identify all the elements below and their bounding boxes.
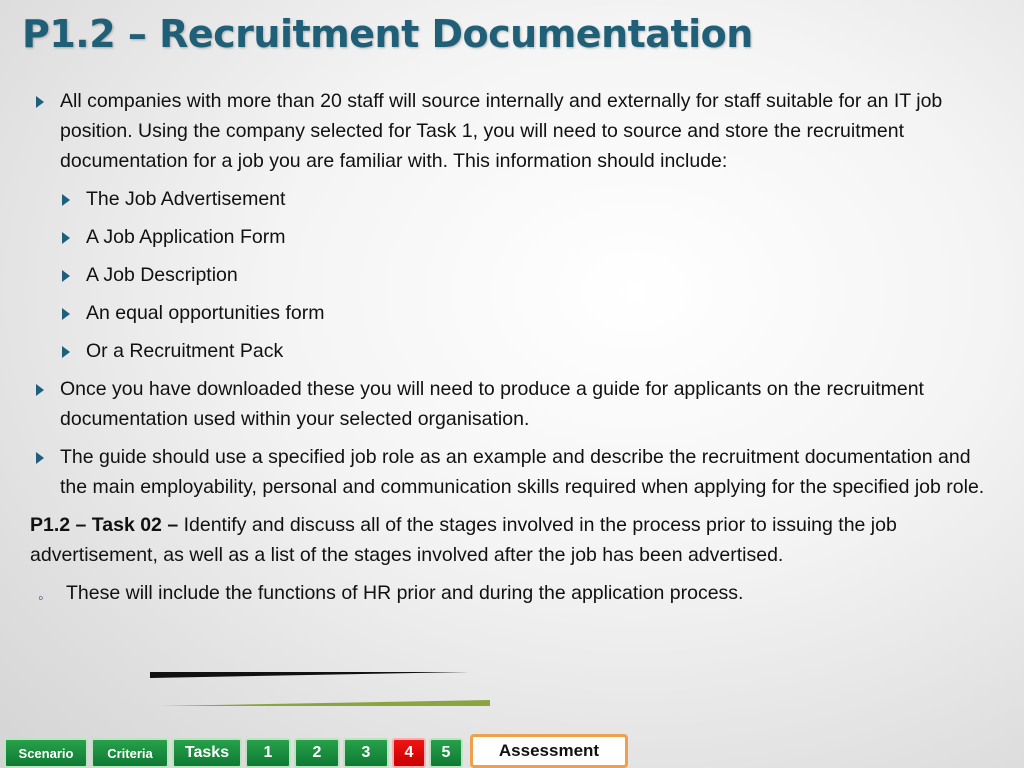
nav-task-1-button[interactable]: 1 <box>245 738 291 768</box>
bullet-guide <box>30 442 998 502</box>
nav-task-2-button[interactable]: 2 <box>294 738 340 768</box>
sub-bullet-text: The Job Advertisement <box>86 188 286 210</box>
bullet-intro <box>30 86 998 176</box>
slide-navigation <box>4 736 628 768</box>
sub-bullet <box>30 336 998 366</box>
sub-bullet-text: A Job Description <box>86 264 238 286</box>
arrow-bullet-icon <box>62 194 70 206</box>
bullet-once <box>30 374 998 434</box>
task-text: Identify and discuss all of the stages involved in the process prior to issuing the job advertisement, as well as a list of the stages involved after the job has been advertised. <box>30 514 897 566</box>
arrow-bullet-icon <box>36 384 44 396</box>
task-paragraph <box>30 510 998 570</box>
nav-scenario-button[interactable]: Scenario <box>4 738 88 768</box>
arrow-bullet-icon <box>36 96 44 108</box>
sub-bullet <box>30 298 998 328</box>
sub-bullet <box>30 184 998 214</box>
circle-bullet-text: These will include the functions of HR prior and during the application process. <box>66 582 744 604</box>
arrow-bullet-icon <box>62 308 70 320</box>
slide-title: P1.2 – Recruitment Documentation <box>22 12 753 56</box>
nav-task-5-button[interactable]: 5 <box>429 738 463 768</box>
sub-bullet-text: An equal opportunities form <box>86 302 325 324</box>
bullet-text: Once you have downloaded these you will need to produce a guide for applicants on the recruitment documentation used within your selected organisation. <box>60 378 924 430</box>
task-label: P1.2 – Task 02 – <box>30 514 179 536</box>
sub-bullet <box>30 260 998 290</box>
arrow-bullet-icon <box>62 346 70 358</box>
sub-bullet-text: A Job Application Form <box>86 226 286 248</box>
circle-bullet <box>30 578 998 608</box>
decorative-wedge-dark <box>150 672 470 678</box>
nav-task-4-button-active[interactable]: 4 <box>392 738 426 768</box>
nav-assessment-button[interactable]: Assessment <box>470 734 628 768</box>
decorative-wedge-green <box>160 700 490 706</box>
sub-bullet-text: Or a Recruitment Pack <box>86 340 284 362</box>
nav-tasks-button[interactable]: Tasks <box>172 738 242 768</box>
arrow-bullet-icon <box>36 452 44 464</box>
nav-task-3-button[interactable]: 3 <box>343 738 389 768</box>
bullet-text: The guide should use a specified job role as an example and describe the recruitment documentation and the main employability, personal and communication skills required when applying for the specified job role. <box>60 446 985 498</box>
arrow-bullet-icon <box>62 270 70 282</box>
circle-bullet-icon: ◦ <box>38 590 44 607</box>
bullet-text: All companies with more than 20 staff will source internally and externally for staff suitable for an IT job position. Using the company selected for Task 1, you will need to source and store the recruitment documentation for a job you are familiar with. This information should include: <box>60 90 943 172</box>
slide-content <box>30 86 998 616</box>
nav-criteria-button[interactable]: Criteria <box>91 738 169 768</box>
sub-bullet <box>30 222 998 252</box>
arrow-bullet-icon <box>62 232 70 244</box>
